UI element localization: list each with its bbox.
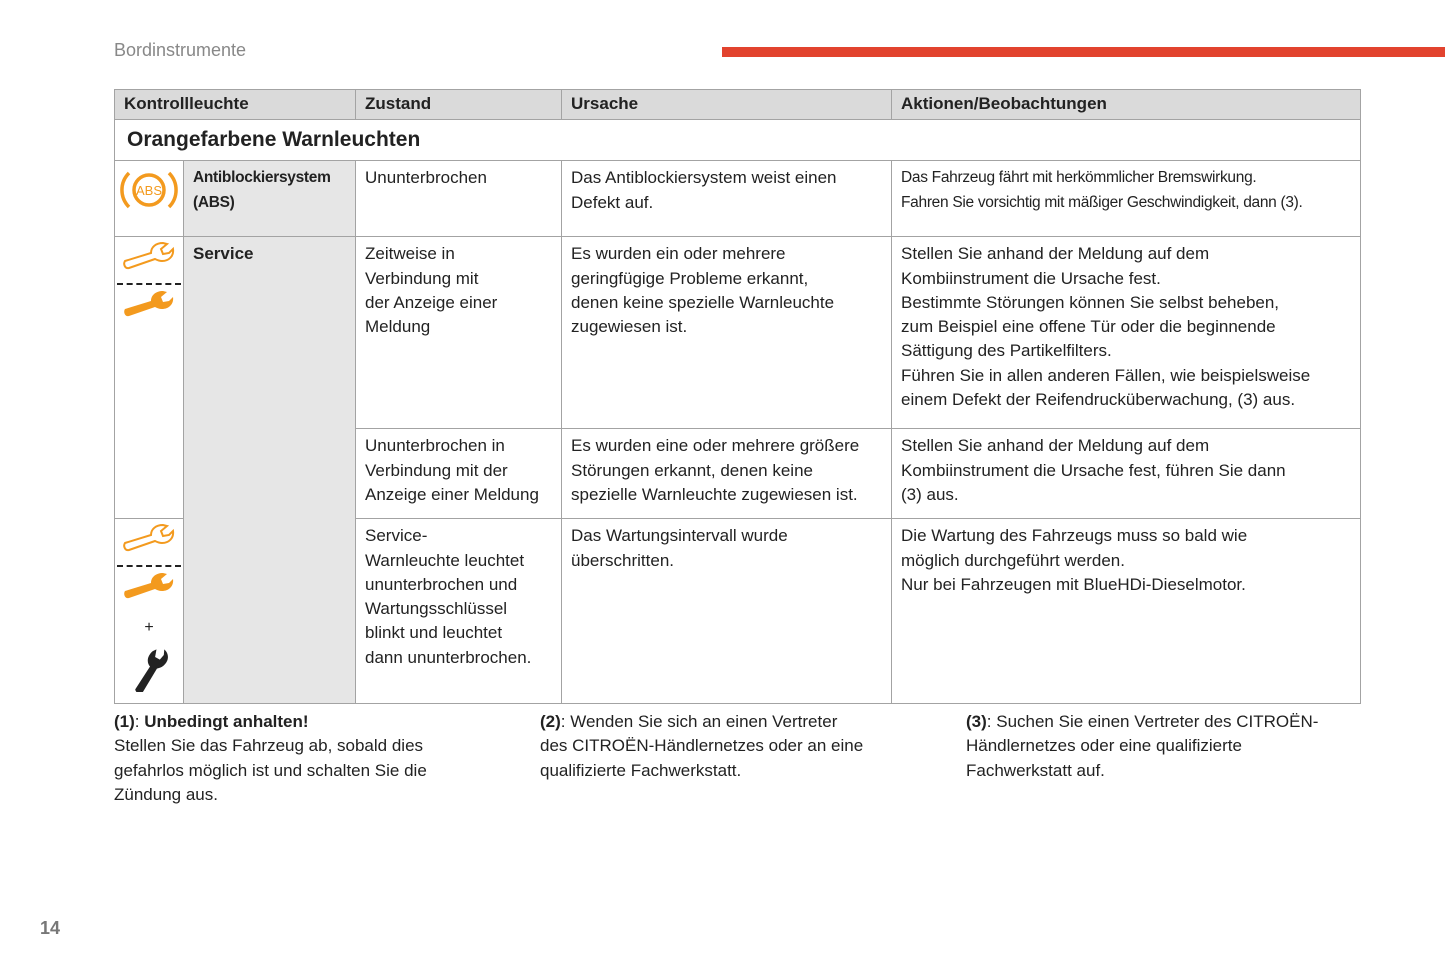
aktion-cell: Das Fahrzeug fährt mit herkömmlicher Bremswirkung. Fahren Sie vorsichtig mit mäßiger Geschwindigkeit, dann (3). [892,161,1361,237]
aktion-cell: Stellen Sie anhand der Meldung auf dem Kombiinstrument die Ursache fest, führen Sie dann (3) aus. [892,429,1361,519]
col-header-zustand: Zustand [356,90,562,120]
zustand-cell: Service- Warnleuchte leuchtet ununterbrochen und Wartungsschlüssel blinkt und leuchtet dann ununterbrochen. [356,519,562,704]
service-maintenance-icon-cell [115,519,184,704]
divider [117,283,181,285]
footnote-text: : Suchen Sie einen Vertreter des CITROËN- Händlernetzes oder eine qualifizierte Fachwerkstatt auf. [966,712,1319,780]
wrench-outline-icon [121,523,177,553]
ursache-cell: Das Wartungsintervall wurde überschritten. [562,519,892,704]
ursache-cell: Es wurden ein oder mehrere geringfügige Probleme erkannt, denen keine spezielle Warnleuchte zugewiesen ist. [562,237,892,429]
light-name: Service [184,237,356,704]
footnote-bold: Unbedingt anhalten! [144,712,309,731]
footnote-ref: (2) [540,712,561,731]
service-icon-cell [115,237,184,519]
footnote-sep: : [134,712,145,731]
col-header-kontrollleuchte: Kontrollleuchte [115,90,356,120]
section-heading: Orangefarbene Warnleuchten [115,120,1361,161]
abs-icon [115,161,184,237]
page-number: 14 [40,918,61,938]
aktion-cell: Die Wartung des Fahrzeugs muss so bald wie möglich durchgeführt werden. Nur bei Fahrzeugen mit BlueHDi-Dieselmotor. [892,519,1361,704]
zustand-cell: Ununterbrochen [356,161,562,237]
col-header-ursache: Ursache [562,90,892,120]
section-row [115,120,1361,161]
divider [117,565,181,567]
ursache-cell: Es wurden eine oder mehrere größere Störungen erkannt, denen keine spezielle Warnleuchte zugewiesen ist. [562,429,892,519]
table-row [115,237,1361,429]
footnote-text: : Wenden Sie sich an einen Vertreter des CITROËN-Händlernetzes oder an eine qualifizierte Fachwerkstatt. [540,712,864,780]
zustand-cell: Zeitweise in Verbindung mit der Anzeige einer Meldung [356,237,562,429]
table-row [115,161,1361,237]
aktion-cell: Stellen Sie anhand der Meldung auf dem Kombiinstrument die Ursache fest. Bestimmte Störungen können Sie selbst beheben, zum Beispiel eine offene Tür oder die beginnende Sättigung des Partikelfilters. Führen Sie in allen anderen Fällen, wie beispielsweise einem Defekt der Reifendrucküberwachung, (3) aus. [892,237,1361,429]
section-title: Bordinstrumente [114,40,247,60]
footnote-1 [114,710,514,807]
wrench-filled-icon [121,289,177,319]
accent-bar [722,47,1445,57]
footnote-3 [966,710,1386,783]
light-name: Antiblockiersystem (ABS) [184,161,356,237]
table-header-row [115,90,1361,120]
plus-sign: + [144,618,154,636]
footnote-2 [540,710,940,783]
maintenance-key-icon [124,648,174,692]
wrench-filled-icon [121,571,177,601]
footnote-ref: (3) [966,712,987,731]
warning-lights-table [114,89,1361,704]
wrench-outline-icon [121,241,177,271]
ursache-cell: Das Antiblockiersystem weist einen Defekt auf. [562,161,892,237]
col-header-aktionen: Aktionen/Beobachtungen [892,90,1361,120]
footnote-text: Stellen Sie das Fahrzeug ab, sobald dies gefahrlos möglich ist und schalten Sie die Zündung aus. [114,736,427,804]
footnote-ref: (1) [114,712,135,731]
abs-icon-text: ABS [135,183,163,199]
zustand-cell: Ununterbrochen in Verbindung mit der Anzeige einer Meldung [356,429,562,519]
